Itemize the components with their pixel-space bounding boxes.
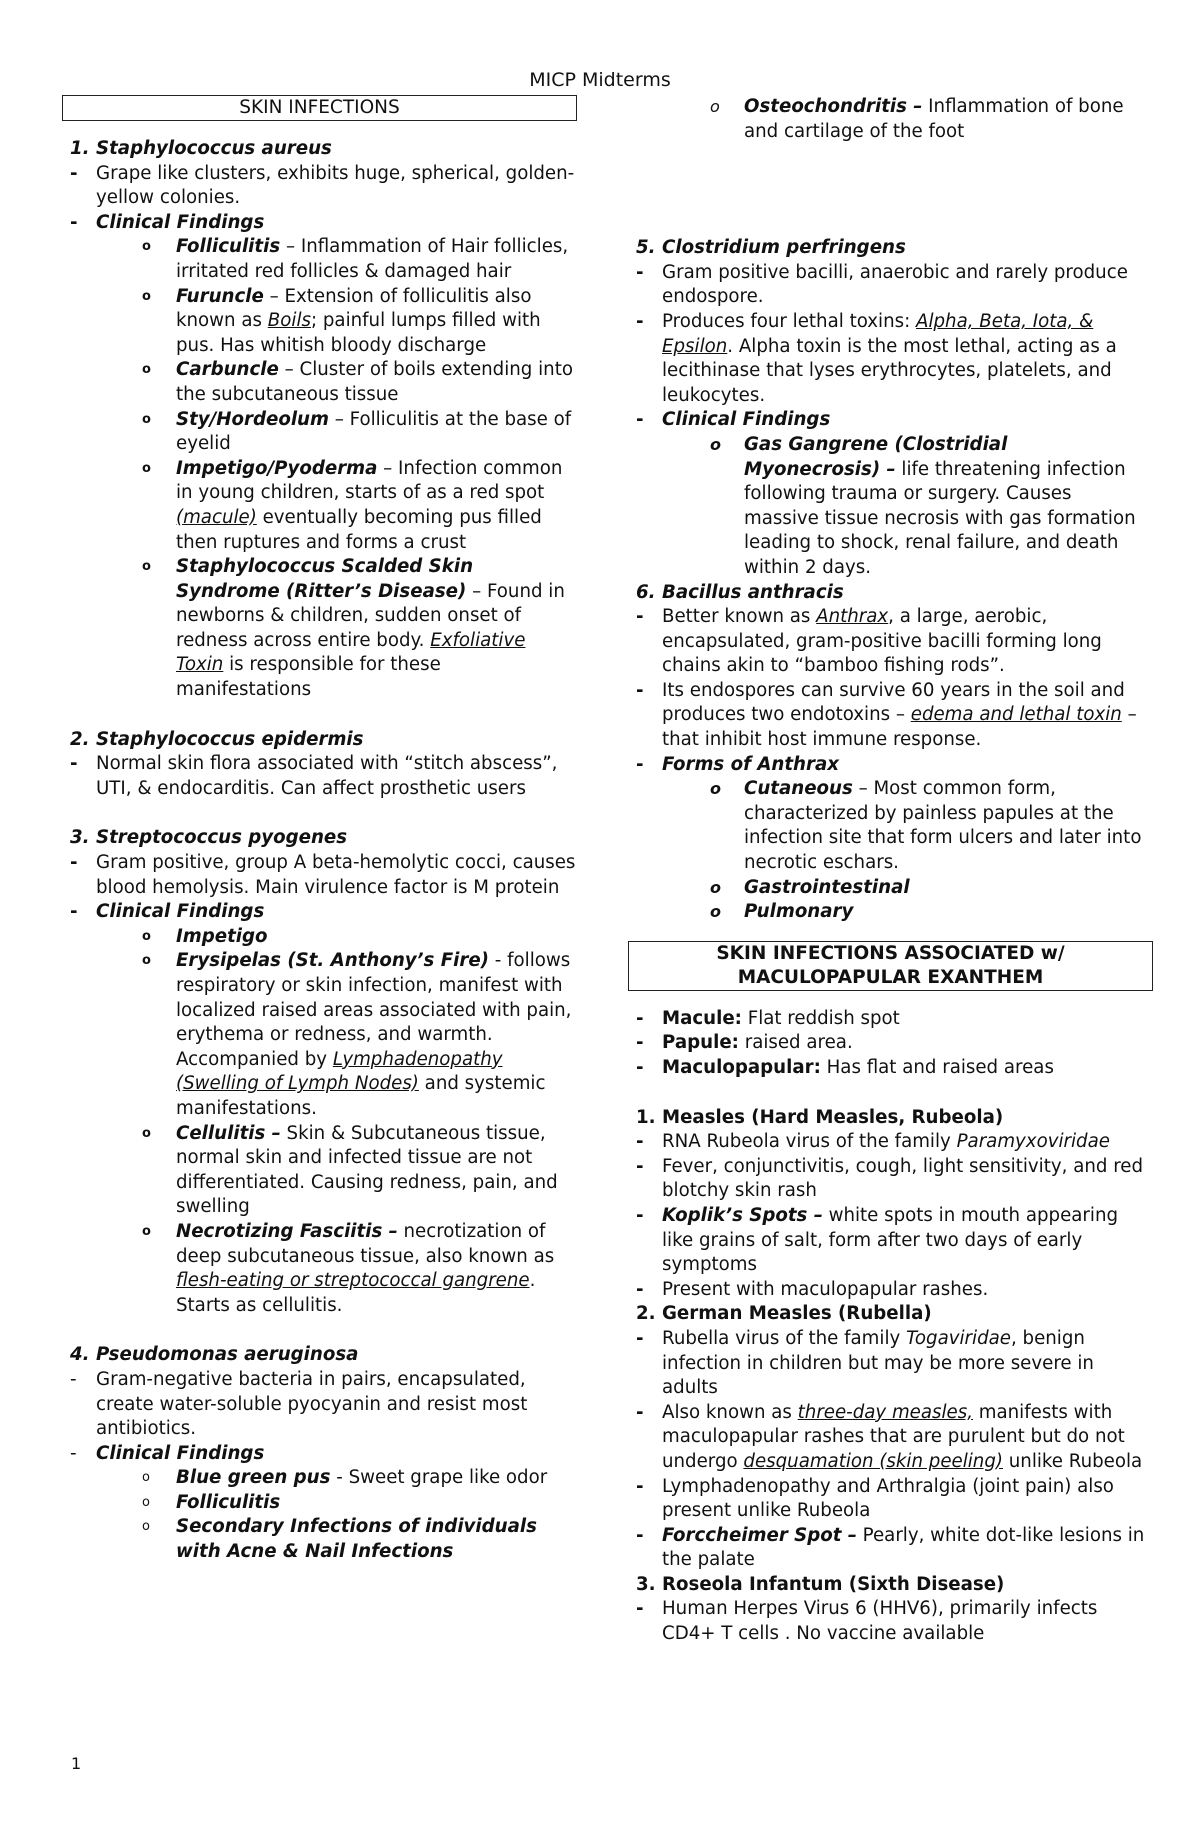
dash-bullet-icon: - (636, 1057, 644, 1078)
organism-name: Streptococcus pyogenes (96, 827, 348, 849)
bullet-item: - Its endospores can survive 60 years in the soil and produces two endotoxins – edema and lethal toxin – that inhibit host immune response. (636, 679, 1137, 751)
item-number: 1. (70, 138, 90, 159)
numbered-heading (628, 581, 1148, 606)
organism-name: Pseudomonas aeruginosa (96, 1344, 359, 1366)
sub-item: o Folliculitis (62, 1491, 577, 1516)
disease-name: German Measles (Rubella) (662, 1303, 932, 1325)
numbered-heading (628, 1573, 1148, 1598)
dash-bullet-icon: - (636, 409, 644, 431)
item-number: 4. (70, 1344, 90, 1366)
organism-name: Clostridium perfringens (662, 237, 906, 259)
dash-bullet-icon: - (636, 1524, 644, 1546)
bullet-item: - RNA Rubeola virus of the family Paramyxoviridae (628, 1130, 1148, 1155)
dash-bullet-icon: - (70, 901, 78, 923)
dash-bullet-icon: - (636, 1278, 644, 1300)
circle-bullet-icon: o (142, 239, 151, 255)
circle-bullet-icon: o (142, 288, 151, 304)
circle-bullet-icon: o (142, 411, 151, 427)
dash-bullet-icon: - (636, 1401, 644, 1423)
numbered-heading (62, 1343, 577, 1368)
bullet-item: - Clinical Findings (62, 1442, 577, 1467)
sub-item: o Gas Gangrene (Clostridial Myonecrosis) – life threatening infection following trauma or surgery. Causes massive tissue necrosis with gas formation leading to shock, renal failure, and death within 2 days. (710, 433, 1136, 578)
sub-item: o Staphylococcus Scalded Skin Syndrome (Ritter’s Disease) – Found in newborns & children, sudden onset of redness across entire body. Exfoliative Toxin is responsible for these manifestations (142, 556, 565, 701)
dash-bullet-icon: - (636, 1155, 644, 1177)
page-title: MICP Midterms (529, 69, 671, 91)
item-number: 2. (70, 728, 90, 750)
numbered-heading (62, 728, 577, 753)
sub-item: o Impetigo (62, 925, 577, 950)
circle-bullet-icon: o (710, 902, 721, 922)
numbered-heading (62, 826, 577, 851)
sub-item: o Cellulitis – Skin & Subcutaneous tissue, normal skin and infected tissue are not differentiated. Causing redness, pain, and swelling (142, 1122, 558, 1218)
circle-bullet-icon: o (142, 928, 151, 944)
item-number: 6. (636, 581, 656, 603)
bullet-item: - Clinical Findings (62, 900, 577, 925)
circle-bullet-icon: o (142, 953, 151, 969)
circle-bullet-icon: o (142, 1519, 150, 1535)
dash-bullet-icon: - (636, 1475, 644, 1497)
organism-name: Staphylococcus aureus (96, 138, 332, 159)
organism-name: Staphylococcus epidermis (96, 728, 364, 750)
sub-item: o Folliculitis – Inflammation of Hair follicles, irritated red follicles & damaged hair (142, 236, 569, 282)
sub-item: o Pulmonary (628, 900, 1148, 925)
numbered-heading (62, 137, 577, 162)
bullet-item: - Forccheimer Spot – Pearly, white dot-like lesions in the palate (636, 1524, 1145, 1571)
bullet-item: - Gram-negative bacteria in pairs, encapsulated, create water-soluble pyocyanin and resist most antibiotics. (70, 1368, 528, 1440)
sub-item: o Gastrointestinal (628, 876, 1148, 901)
dash-bullet-icon: - (636, 1032, 644, 1054)
definition-item: - Papule: raised area. (628, 1031, 1148, 1056)
numbered-heading (628, 1302, 1148, 1327)
bullet-item: - Koplik’s Spots – white spots in mouth appearing like grains of salt, form after two days of early symptoms (636, 1204, 1119, 1276)
page-number: 1 (71, 1754, 82, 1773)
dash-bullet-icon: - (636, 1131, 644, 1153)
sub-item: o Sty/Hordeolum – Folliculitis at the base of eyelid (142, 408, 572, 455)
dash-bullet-icon: - (70, 1368, 77, 1390)
bullet-item: - Grape like clusters, exhibits huge, spherical, golden-yellow colonies. (70, 162, 575, 209)
item-number: 3. (70, 827, 90, 849)
sub-item: o Blue green pus - Sweet grape like odor (62, 1466, 577, 1491)
circle-bullet-icon: o (710, 434, 721, 454)
circle-bullet-icon: o (710, 779, 721, 799)
sub-item: o Osteochondritis – Inflammation of bone and cartilage of the foot (710, 96, 1124, 142)
item-number: 2. (636, 1303, 656, 1325)
bullet-item: - Forms of Anthrax (628, 753, 1148, 778)
sub-item: o Necrotizing Fasciitis – necrotization of deep subcutaneous tissue, also known as flesh-eating or streptococcal gangrene. Starts as cellulitis. (142, 1220, 555, 1316)
circle-bullet-icon: o (142, 362, 151, 378)
right-column (628, 95, 1148, 1647)
bullet-item: - Rubella virus of the family Togaviridae, benign infection in children but may be more severe in adults (636, 1327, 1094, 1399)
circle-bullet-icon: o (710, 97, 720, 116)
circle-bullet-icon: o (142, 460, 151, 476)
bullet-item: - Clinical Findings (62, 211, 577, 236)
dash-bullet-icon: - (70, 852, 78, 874)
definition-item: - Maculopapular: Has flat and raised areas (628, 1056, 1148, 1081)
item-number: 1. (636, 1106, 656, 1128)
numbered-heading (628, 1106, 1148, 1131)
circle-bullet-icon: o (142, 1125, 151, 1141)
dash-bullet-icon: - (70, 753, 78, 775)
circle-bullet-icon: o (710, 877, 721, 897)
sub-item: o Furuncle – Extension of folliculitis also known as Boils; painful lumps filled with pus. Has whitish bloody discharge (142, 285, 541, 356)
sub-item: o Erysipelas (St. Anthony’s Fire) - follows respiratory or skin infection, manifest with localized raised areas associated with pain, erythema or redness, and warmth. Accompanied by Lymphadenopathy (Swelling of Lymph Nodes) and systemic manifestations. (142, 950, 572, 1119)
sub-item: o Carbuncle – Cluster of boils extending into the subcutaneous tissue (142, 359, 573, 405)
bullet-item: - Human Herpes Virus 6 (HHV6), primarily infects CD4+ T cells . No vaccine available (636, 1598, 1098, 1645)
circle-bullet-icon: o (142, 1494, 150, 1510)
sub-item: o Secondary Infections of individuals with Acne & Nail Infections (142, 1516, 537, 1563)
sub-item: o Cutaneous – Most common form, characterized by painless papules at the infection site that form ulcers and later into necrotic eschars. (710, 778, 1142, 874)
section-heading-maculopapular: SKIN INFECTIONS ASSOCIATED w/ MACULOPAPULAR EXANTHEM (628, 941, 1153, 991)
dash-bullet-icon: - (636, 606, 644, 628)
dash-bullet-icon: - (636, 1204, 644, 1226)
dash-bullet-icon: - (70, 211, 78, 233)
bullet-item: - Fever, conjunctivitis, cough, light sensitivity, and red blotchy skin rash (636, 1155, 1143, 1202)
section-heading-skin-infections: SKIN INFECTIONS (62, 95, 577, 121)
bullet-item: - Gram positive, group A beta-hemolytic cocci, causes blood hemolysis. Main virulence factor is M protein (70, 852, 576, 898)
bullet-item: - Gram positive bacilli, anaerobic and rarely produce endospore. (636, 261, 1128, 308)
item-number: 3. (636, 1573, 656, 1595)
dash-bullet-icon: - (636, 753, 644, 775)
bullet-item: - Normal skin flora associated with “stitch abscess”, UTI, & endocarditis. Can affect prosthetic users (70, 753, 558, 799)
bullet-item: - Present with maculopapular rashes. (628, 1278, 1148, 1303)
item-number: 5. (636, 237, 656, 259)
dash-bullet-icon: - (636, 679, 644, 701)
dash-bullet-icon: - (636, 1327, 644, 1349)
dash-bullet-icon: - (636, 310, 644, 332)
bullet-item: - Produces four lethal toxins: Alpha, Beta, Iota, & Epsilon. Alpha toxin is the most lethal, acting as a lecithinase that lyses erythrocytes, platelets, and leukocytes. (636, 310, 1117, 406)
sub-item: o Impetigo/Pyoderma – Infection common in young children, starts of as a red spot (macule) eventually becoming pus filled then ruptures and forms a crust (142, 457, 563, 553)
disease-name: Roseola Infantum (Sixth Disease) (662, 1573, 1005, 1595)
dash-bullet-icon: - (636, 1598, 644, 1620)
bullet-item: - Better known as Anthrax, a large, aerobic, encapsulated, gram-positive bacilli forming long chains akin to “bamboo fishing rods”. (636, 606, 1102, 677)
numbered-heading (628, 236, 1148, 261)
bullet-item: - Also known as three-day measles, manifests with maculopapular rashes that are purulent but do not undergo desquamation (skin peeling) unlike Rubeola (636, 1401, 1143, 1472)
dash-bullet-icon: - (636, 261, 644, 283)
circle-bullet-icon: o (142, 1470, 150, 1486)
organism-name: Bacillus anthracis (662, 581, 844, 603)
left-column (62, 95, 577, 1565)
dash-bullet-icon: - (70, 1442, 77, 1464)
definition-item: - Macule: Flat reddish spot (628, 1007, 1148, 1032)
bullet-item: - Clinical Findings (628, 408, 1148, 433)
circle-bullet-icon: o (142, 559, 151, 575)
disease-name: Measles (Hard Measles, Rubeola) (662, 1106, 1004, 1128)
circle-bullet-icon: o (142, 1223, 151, 1239)
bullet-item: - Lymphadenopathy and Arthralgia (joint pain) also present unlike Rubeola (636, 1475, 1114, 1522)
dash-bullet-icon: - (636, 1007, 644, 1029)
dash-bullet-icon: - (70, 162, 78, 184)
